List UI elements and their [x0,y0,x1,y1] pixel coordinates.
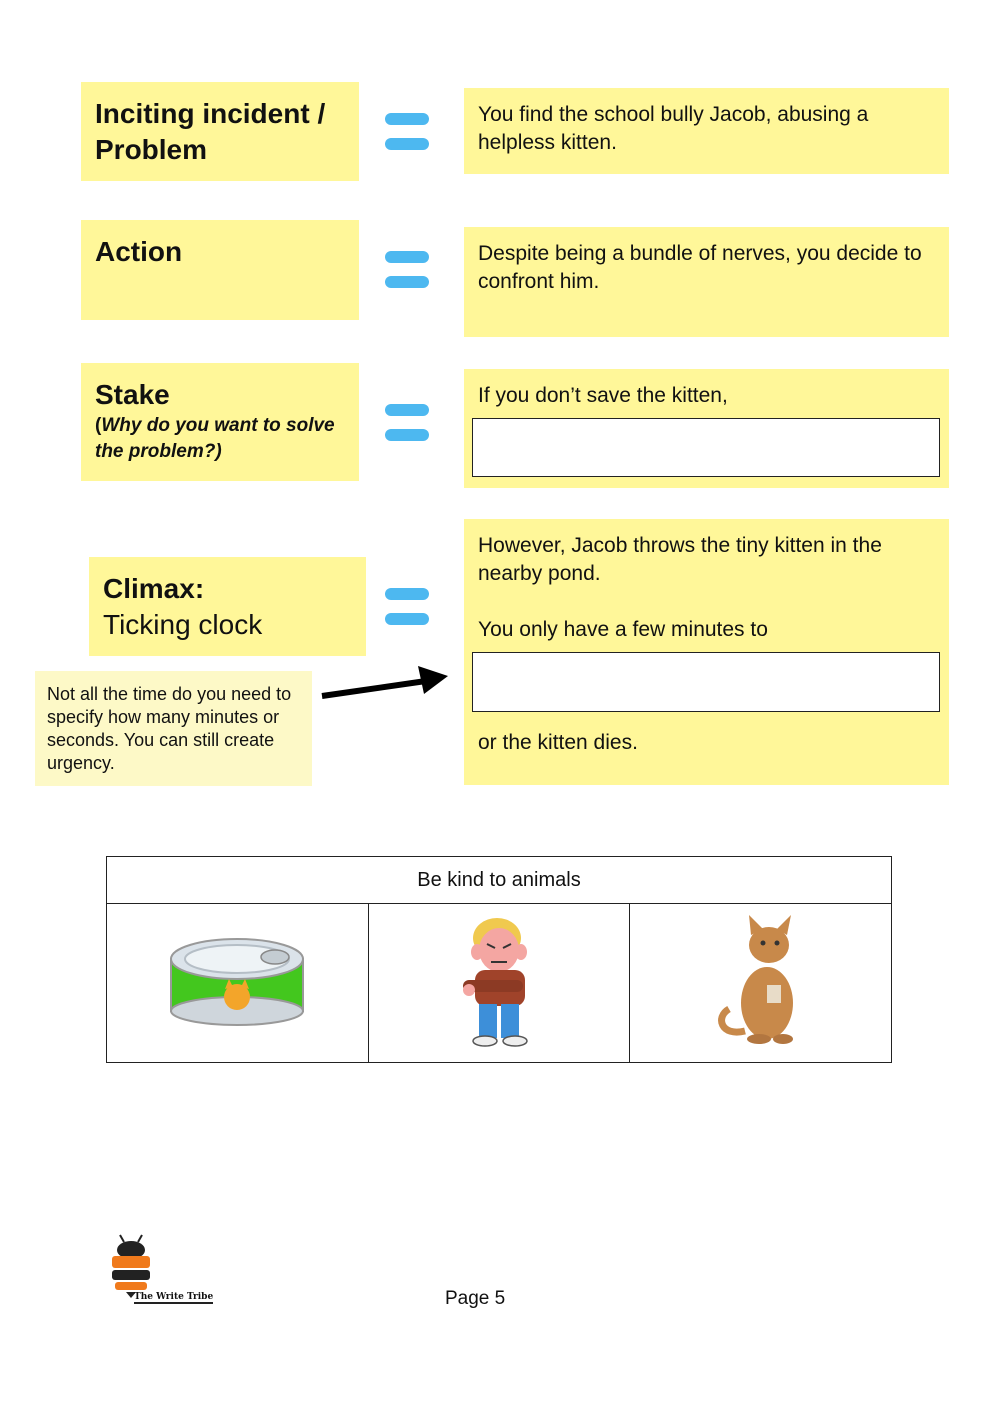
label-stake [81,363,359,481]
equals-icon [385,588,429,638]
description-action [464,227,949,337]
tip-text: Not all the time do you need to specify how many minutes or seconds. You can still create urgency. [47,684,292,773]
label-subtitle: Ticking clock [103,609,263,640]
label-text: Inciting incident / Problem [95,98,326,165]
image-cell [368,904,630,1063]
angry-boy-icon [449,914,549,1048]
stake-answer-input[interactable] [472,418,940,477]
cat-icon [711,913,811,1049]
cat-food-can-icon [167,933,307,1029]
label-text: Stake [95,379,170,410]
label-text: Climax: [103,573,205,604]
image-table-header: Be kind to animals [107,857,892,904]
equals-icon [385,404,429,454]
image-cell [107,904,369,1063]
label-inciting-incident [81,82,359,181]
description-text: If you don’t save the kitten, [478,384,728,407]
image-table [106,856,892,1063]
description-text-3: or the kitten dies. [478,731,638,754]
climax-answer-input[interactable] [472,652,940,712]
description-text-2: You only have a few minutes to [478,618,768,641]
description-text-1: However, Jacob throws the tiny kitten in the nearby pond. [478,534,882,585]
label-subtitle: Why do you want to solve the problem?) [95,415,335,462]
description-text: Despite being a bundle of nerves, you decide to confront him. [478,242,922,293]
image-cell [630,904,892,1063]
description-inciting-incident [464,88,949,174]
logo-text: The Write Tribe [134,1292,214,1302]
equals-icon [385,251,429,301]
label-action [81,220,359,320]
label-climax [89,557,366,656]
label-text: Action [95,236,183,267]
arrow-icon [318,664,452,704]
tip-note [35,671,312,786]
equals-icon [385,113,429,163]
page-number: Page 5 [445,1288,506,1309]
label-subtitle-open: ( [95,415,102,436]
write-tribe-logo [108,1234,218,1308]
description-text: You find the school bully Jacob, abusing a helpless kitten. [478,103,869,154]
bee-logo-icon [108,1234,158,1300]
